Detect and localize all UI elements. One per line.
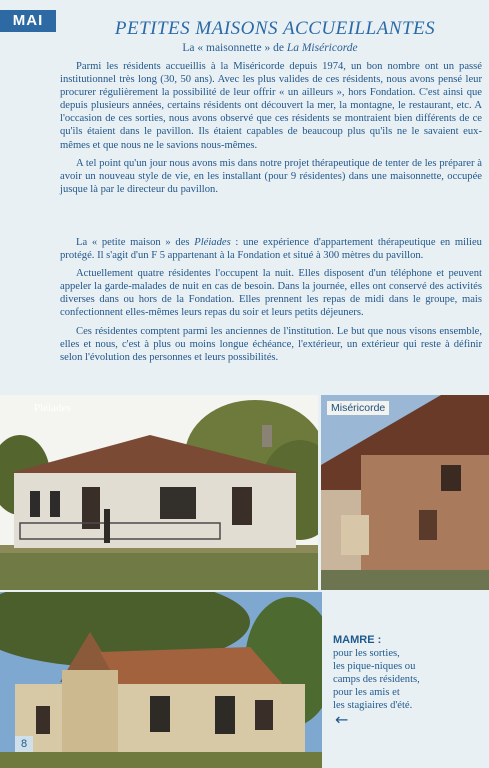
paragraph (60, 236, 482, 262)
mamre-line: pour les sorties, (333, 648, 400, 659)
pleiades-house-image (0, 395, 318, 590)
mamre-line: les pique-niques ou (333, 661, 416, 672)
intro-text-block (60, 60, 482, 201)
misericorde-label: Miséricorde (327, 401, 389, 415)
subtitle-emphasis: La Miséricorde (286, 42, 358, 54)
paragraph: A tel point qu'un jour nous avons mis dans notre projet thérapeutique de tenter de les préparer à avoir un nouveau style de vie, en les installant (pour 9 résidentes) dans une maisonnette, occupée jusque là par le directeur du pavillon. (60, 157, 482, 195)
month-tag: MAI (0, 10, 56, 32)
left-arrow-icon: ← (335, 710, 349, 729)
intro-prefix: La « petite maison » des (76, 237, 195, 248)
subtitle-prefix: La « maisonnette » de (182, 42, 287, 54)
intro-rest: : une expérience d'appartement thérapeutique en milieu protégé. Il s'agit d'un F 5 appartenant à la Fondation et situé à 300 mètres du pavillon. (60, 237, 482, 262)
mamre-photo (0, 592, 322, 768)
paragraph: Actuellement quatre résidentes l'occupent la nuit. Elles disposent d'un téléphone et peuvent appeler la garde-malades de nuit en cas de besoin. Dans la journée, elles ont conservé des activités diverses dans ou hors de la Fondation. Elles prennent les repas de midi dans le groupe, mais confectionnent elles-mêmes leurs repas du soir et leurs petits déjeuners. (60, 268, 482, 319)
misericorde-photo (321, 395, 489, 590)
pleiades-text-block (60, 236, 482, 369)
mamre-caption (333, 634, 483, 712)
intro-emphasis: Pléiades (194, 237, 231, 248)
mamre-line: camps des résidents, (333, 674, 420, 685)
mamre-line: les stagiaires d'été. (333, 700, 413, 711)
page-number: 8 (15, 736, 33, 752)
paragraph: Parmi les résidents accueillis à la Miséricorde depuis 1974, un bon nombre ont un passé institutionnel très long (30, 50 ans). Avec les plus valides de ces résidents, nous avons pensé leur procurer régulièrement la possibilité de leur offrir « un ailleurs », hors Fondation. C'est ainsi que depuis plusieurs années, certains résidents ont découvert la mer, la montagne, le restaurant, etc. A l'occasion de ces sorties, nous avons observé que ces résidents se montraient bien différents de ce qu'ils étaient dans le pavillon. Ils étaient capables de beaucoup plus qu'ils ne le savaient eux-mêmes et que nous ne le savions nous-mêmes. (60, 61, 482, 151)
mamre-line: pour les amis et (333, 687, 400, 698)
pleiades-photo (0, 395, 318, 590)
pleiades-label: Pléiades (34, 402, 71, 414)
paragraph: Ces résidentes comptent parmi les anciennes de l'institution. Le but que nous visons ensemble, elles et nous, c'est à plus ou moins longue échéance, l'extérieur, un extérieur qui reste à définir selon l'évolution des personnes et leurs possibilités. (60, 325, 482, 363)
misericorde-house-image (321, 395, 489, 590)
mamre-title: MAMRE : (333, 634, 382, 646)
mamre-house-image (0, 592, 322, 768)
page-subtitle (60, 42, 480, 54)
page-title: PETITES MAISONS ACCUEILLANTES (114, 18, 436, 39)
